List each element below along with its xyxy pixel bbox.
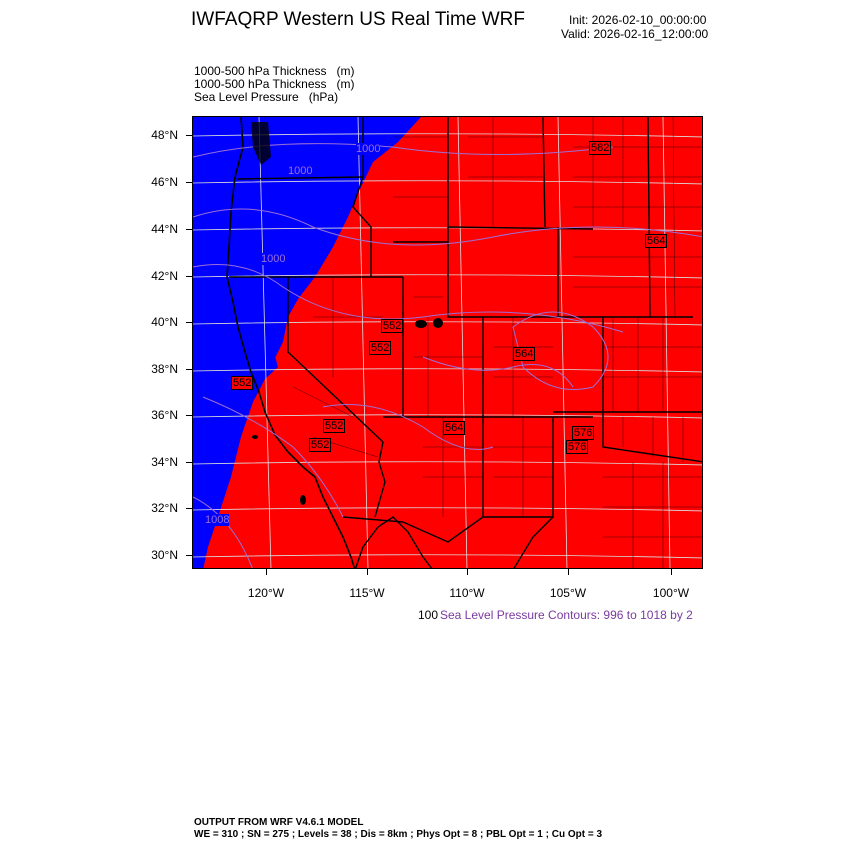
- plot-title: IWFAQRP Western US Real Time WRF: [191, 9, 525, 30]
- contour-note-prefix: 100: [418, 608, 439, 622]
- field-label-thickness-1: 1000-500 hPa Thickness (m): [194, 64, 355, 78]
- lat-tick: [186, 229, 192, 230]
- lat-tick: [186, 322, 192, 323]
- thickness-label: 552: [325, 420, 344, 432]
- lon-label: 120°W: [247, 586, 285, 600]
- lon-label: 110°W: [449, 586, 485, 600]
- model-version: OUTPUT FROM WRF V4.6.1 MODEL: [194, 817, 364, 828]
- lon-tick: [467, 569, 468, 575]
- field-list: [194, 65, 355, 104]
- lat-label: 36°N: [151, 408, 178, 422]
- lon-label: 100°W: [652, 586, 690, 600]
- field-label-thickness-2: 1000-500 hPa Thickness (m): [194, 77, 355, 91]
- thickness-label: 552: [383, 320, 402, 332]
- lon-tick: [266, 569, 267, 575]
- lon-tick: [671, 569, 672, 575]
- field-label-slp: Sea Level Pressure (hPa): [194, 90, 339, 104]
- contour-note: Sea Level Pressure Contours: 996 to 1018 by 2: [440, 608, 693, 622]
- lat-tick: [186, 369, 192, 370]
- lat-tick: [186, 462, 192, 463]
- map-canvas: [193, 117, 703, 569]
- lat-label: 38°N: [151, 362, 178, 376]
- lat-label: 40°N: [151, 315, 178, 329]
- lat-tick: [186, 182, 192, 183]
- lat-label: 44°N: [151, 222, 178, 236]
- lat-label: 46°N: [151, 175, 178, 189]
- pressure-label: 1000: [288, 165, 313, 177]
- lat-tick: [186, 508, 192, 509]
- lat-tick: [186, 415, 192, 416]
- pressure-label: 1000: [261, 253, 286, 265]
- thickness-label: 564: [647, 235, 666, 247]
- valid-time: Valid: 2026-02-16_12:00:00: [561, 27, 709, 41]
- lat-label: 42°N: [151, 269, 178, 283]
- lat-tick: [186, 135, 192, 136]
- lon-label: 115°W: [349, 586, 385, 600]
- lat-label: 48°N: [151, 128, 178, 142]
- lon-tick: [568, 569, 569, 575]
- lat-tick: [186, 276, 192, 277]
- model-info-footer: [194, 817, 602, 841]
- thickness-label: 582: [591, 142, 610, 154]
- thickness-label: 552: [311, 439, 330, 451]
- lon-label: 105°W: [549, 586, 587, 600]
- thickness-label: 576: [568, 441, 587, 453]
- init-time: Init: 2026-02-10_00:00:00: [569, 13, 707, 27]
- pressure-label: 1000: [356, 143, 381, 155]
- weather-map: [192, 116, 703, 569]
- lat-tick: [186, 555, 192, 556]
- thickness-label: 564: [445, 422, 464, 434]
- thickness-label: 552: [371, 342, 390, 354]
- lat-label: 30°N: [151, 548, 178, 562]
- lat-label: 34°N: [151, 455, 178, 469]
- thickness-label: 552: [233, 377, 252, 389]
- model-settings: WE = 310 ; SN = 275 ; Levels = 38 ; Dis = 8km ; Phys Opt = 8 ; PBL Opt = 1 ; Cu Opt = 3: [194, 829, 603, 840]
- thickness-label: 576: [574, 427, 593, 439]
- lat-label: 32°N: [151, 501, 178, 515]
- thickness-label: 564: [515, 348, 534, 360]
- pressure-label: 1008: [205, 514, 230, 526]
- lon-tick: [367, 569, 368, 575]
